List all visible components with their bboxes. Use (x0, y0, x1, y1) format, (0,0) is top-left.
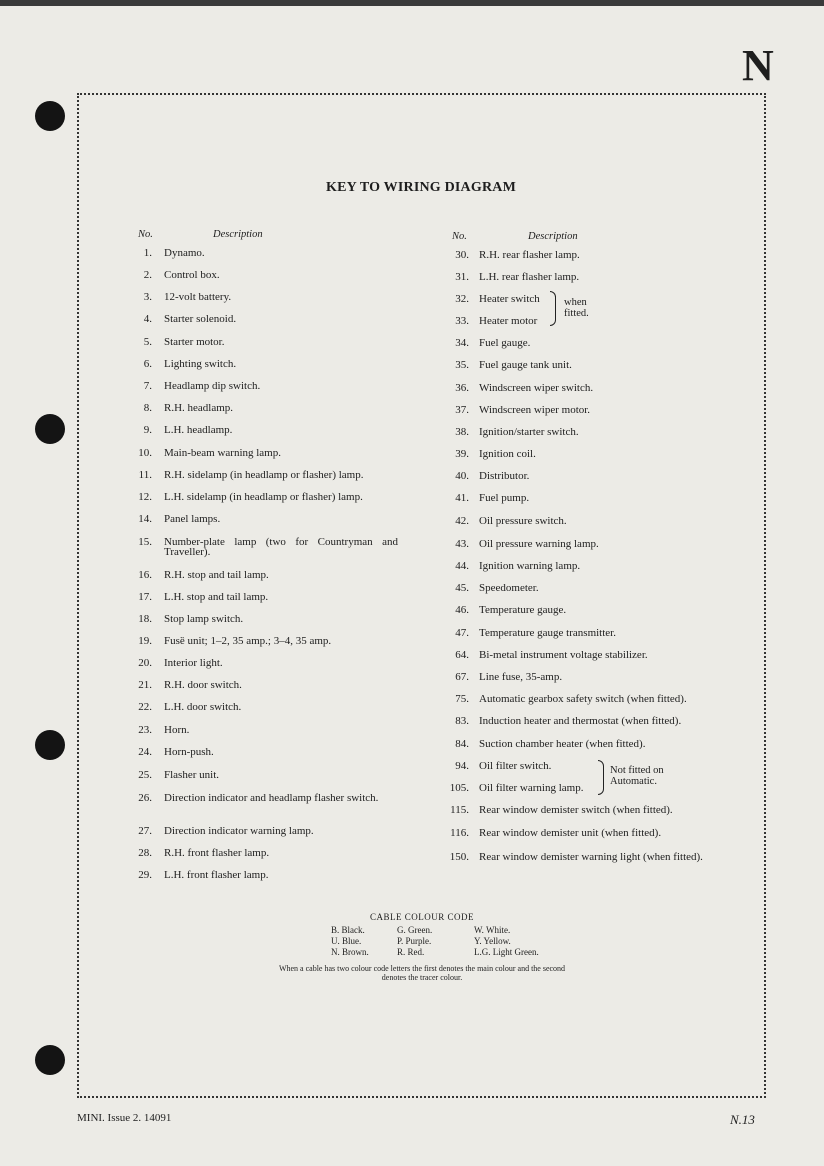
left-item-description: Horn-push. (164, 746, 214, 758)
right-item-description: Oil filter warning lamp. (479, 782, 584, 794)
right-item-number: 31. (455, 271, 469, 283)
right-item-number: 83. (455, 715, 469, 727)
cable-code-entry: B. Black. (331, 925, 365, 935)
right-item-number: 40. (455, 470, 469, 482)
left-item-description: Direction indicator warning lamp. (164, 825, 314, 837)
right-item-number: 32. (455, 293, 469, 305)
right-item-number: 30. (455, 249, 469, 261)
cable-code-entry: W. White. (474, 925, 511, 935)
bracket-heater-text: when fitted. (564, 297, 589, 319)
left-item-number: 1. (143, 247, 152, 259)
left-item-description: R.H. door switch. (164, 679, 242, 691)
left-item-description: L.H. stop and tail lamp. (164, 591, 269, 603)
right-item-number: 47. (455, 627, 469, 639)
left-item-number: 25. (138, 769, 152, 781)
right-item-number: 67. (455, 671, 469, 683)
left-item-description: R.H. sidelamp (in headlamp or flasher) lamp. (164, 469, 364, 481)
right-item-description: Line fuse, 35-amp. (479, 671, 563, 683)
right-item-description: Rear window demister unit (when fitted). (479, 827, 662, 839)
bracket-heater (550, 291, 556, 326)
left-item-description: Stop lamp switch. (164, 613, 244, 625)
right-item-description: Rear window demister warning light (when fitted). (479, 851, 703, 863)
cable-code-entry: Y. Yellow. (474, 936, 511, 946)
right-item-description: Speedometer. (479, 582, 539, 594)
cable-code-entry: U. Blue. (331, 936, 362, 946)
page-title: KEY TO WIRING DIAGRAM (326, 180, 516, 195)
left-item-description: Number-plate lamp (two for Countryman and Traveller). (164, 536, 398, 558)
left-item-number: 14. (138, 513, 152, 525)
right-item-description: Temperature gauge transmitter. (479, 627, 616, 639)
left-item-number: 23. (138, 724, 152, 736)
left-item-number: 8. (143, 402, 152, 414)
cable-code-entry: N. Brown. (331, 947, 369, 957)
right-item-number: 45. (455, 582, 469, 594)
binder-hole (35, 730, 65, 760)
left-item-description: Starter solenoid. (164, 313, 237, 325)
left-item-description: Flasher unit. (164, 769, 219, 781)
left-item-number: 12. (138, 491, 152, 503)
left-item-description: Main-beam warning lamp. (164, 447, 281, 459)
right-item-number: 46. (455, 604, 469, 616)
right-item-description: Oil pressure switch. (479, 515, 567, 527)
cable-code-entry: P. Purple. (397, 936, 432, 946)
right-item-description: Temperature gauge. (479, 604, 567, 616)
left-item-description: L.H. headlamp. (164, 424, 233, 436)
binder-hole (35, 414, 65, 444)
right-item-number: 44. (455, 560, 469, 572)
left-item-description: L.H. front flasher lamp. (164, 869, 269, 881)
right-item-number: 43. (455, 538, 469, 550)
right-item-description: Automatic gearbox safety switch (when fitted). (479, 693, 687, 705)
bracket-oil-text: Not fitted on Automatic. (610, 765, 664, 787)
left-item-number: 2. (143, 269, 152, 281)
right-item-description: Heater switch (479, 293, 540, 305)
right-item-number: 115. (450, 804, 469, 816)
right-item-number: 41. (455, 492, 469, 504)
right-item-number: 84. (455, 738, 469, 750)
left-header-description: Description (213, 229, 263, 240)
right-item-number: 35. (455, 359, 469, 371)
right-item-number: 39. (455, 448, 469, 460)
left-item-number: 24. (138, 746, 152, 758)
left-item-number: 22. (138, 701, 152, 713)
left-item-number: 29. (138, 869, 152, 881)
cable-code-entry: G. Green. (397, 925, 433, 935)
right-item-description: Bi-metal instrument voltage stabilizer. (479, 649, 648, 661)
left-item-description: Panel lamps. (164, 513, 221, 525)
footer-page-number: N.13 (730, 1112, 755, 1127)
left-item-number: 3. (143, 291, 152, 303)
cable-code-entry: R. Red. (397, 947, 425, 957)
right-header-description: Description (528, 231, 578, 242)
right-item-number: 105. (449, 782, 469, 794)
left-item-number: 5. (143, 336, 152, 348)
right-item-number: 34. (455, 337, 469, 349)
left-item-number: 17. (138, 591, 152, 603)
left-item-number: 11. (138, 469, 152, 481)
binder-hole (35, 101, 65, 131)
cable-code-entry: L.G. Light Green. (474, 947, 539, 957)
right-item-number: 116. (450, 827, 469, 839)
left-item-number: 16. (138, 569, 152, 581)
right-item-description: Windscreen wiper switch. (479, 382, 594, 394)
right-item-description: Ignition/starter switch. (479, 426, 579, 438)
right-item-number: 38. (455, 426, 469, 438)
left-item-number: 27. (138, 825, 152, 837)
binder-hole (35, 1045, 65, 1075)
left-item-number: 20. (138, 657, 152, 669)
right-item-description: Oil pressure warning lamp. (479, 538, 599, 550)
left-item-description: Starter motor. (164, 336, 225, 348)
cable-colour-code-title: CABLE COLOUR CODE (369, 912, 474, 922)
left-item-description: Dynamo. (164, 247, 205, 259)
left-item-description: Lighting switch. (164, 358, 237, 370)
right-item-number: 94. (455, 760, 469, 772)
left-item-description: Control box. (164, 269, 220, 281)
left-item-number: 28. (138, 847, 152, 859)
left-header-no: No. (138, 229, 153, 240)
right-item-description: Distributor. (479, 470, 530, 482)
right-item-description: Ignition warning lamp. (479, 560, 581, 572)
left-item-description: Direction indicator and headlamp flasher switch. (164, 792, 379, 804)
left-item-number: 15. (138, 536, 152, 548)
left-item-number: 10. (138, 447, 152, 459)
right-item-description: Fuel pump. (479, 492, 530, 504)
left-item-description: 12-volt battery. (164, 291, 232, 303)
left-item-description: L.H. door switch. (164, 701, 242, 713)
page-top-edge (0, 0, 824, 6)
left-item-number: 21. (138, 679, 152, 691)
cable-colour-note: When a cable has two colour code letters the first denotes the main colour and the second denotes the tracer colour. (278, 964, 566, 982)
left-item-number: 7. (143, 380, 152, 392)
right-item-number: 75. (455, 693, 469, 705)
right-item-number: 33. (455, 315, 469, 327)
right-item-description: Oil filter switch. (479, 760, 552, 772)
right-item-description: Ignition coil. (479, 448, 536, 460)
left-item-number: 26. (138, 792, 152, 804)
left-item-description: R.H. headlamp. (164, 402, 234, 414)
section-letter: N (742, 41, 773, 90)
right-item-number: 37. (455, 404, 469, 416)
left-item-description: R.H. stop and tail lamp. (164, 569, 269, 581)
right-item-number: 64. (455, 649, 469, 661)
right-item-description: L.H. rear flasher lamp. (479, 271, 580, 283)
left-item-description: Headlamp dip switch. (164, 380, 261, 392)
right-header-no: No. (452, 231, 467, 242)
right-item-number: 36. (455, 382, 469, 394)
right-item-description: Fuel gauge. (479, 337, 531, 349)
left-item-description: L.H. sidelamp (in headlamp or flasher) lamp. (164, 491, 363, 503)
right-item-description: Fuel gauge tank unit. (479, 359, 572, 371)
right-item-number: 42. (455, 515, 469, 527)
left-item-description: R.H. front flasher lamp. (164, 847, 270, 859)
left-item-description: Fusȅ unit; 1–2, 35 amp.; 3–4, 35 amp. (164, 635, 332, 647)
footer-issue: MINI. Issue 2. 14091 (77, 1112, 172, 1124)
left-item-number: 19. (138, 635, 152, 647)
right-item-description: Induction heater and thermostat (when fitted). (479, 715, 682, 727)
right-item-description: Rear window demister switch (when fitted). (479, 804, 673, 816)
right-item-description: Windscreen wiper motor. (479, 404, 591, 416)
left-item-description: Horn. (164, 724, 190, 736)
bracket-oil (598, 760, 604, 795)
right-item-description: Heater motor (479, 315, 538, 327)
right-item-description: Suction chamber heater (when fitted). (479, 738, 646, 750)
left-item-description: Interior light. (164, 657, 223, 669)
left-item-number: 18. (138, 613, 152, 625)
left-item-number: 6. (143, 358, 152, 370)
right-item-description: R.H. rear flasher lamp. (479, 249, 580, 261)
right-item-number: 150. (449, 851, 469, 863)
left-item-number: 4. (143, 313, 152, 325)
left-item-number: 9. (143, 424, 152, 436)
